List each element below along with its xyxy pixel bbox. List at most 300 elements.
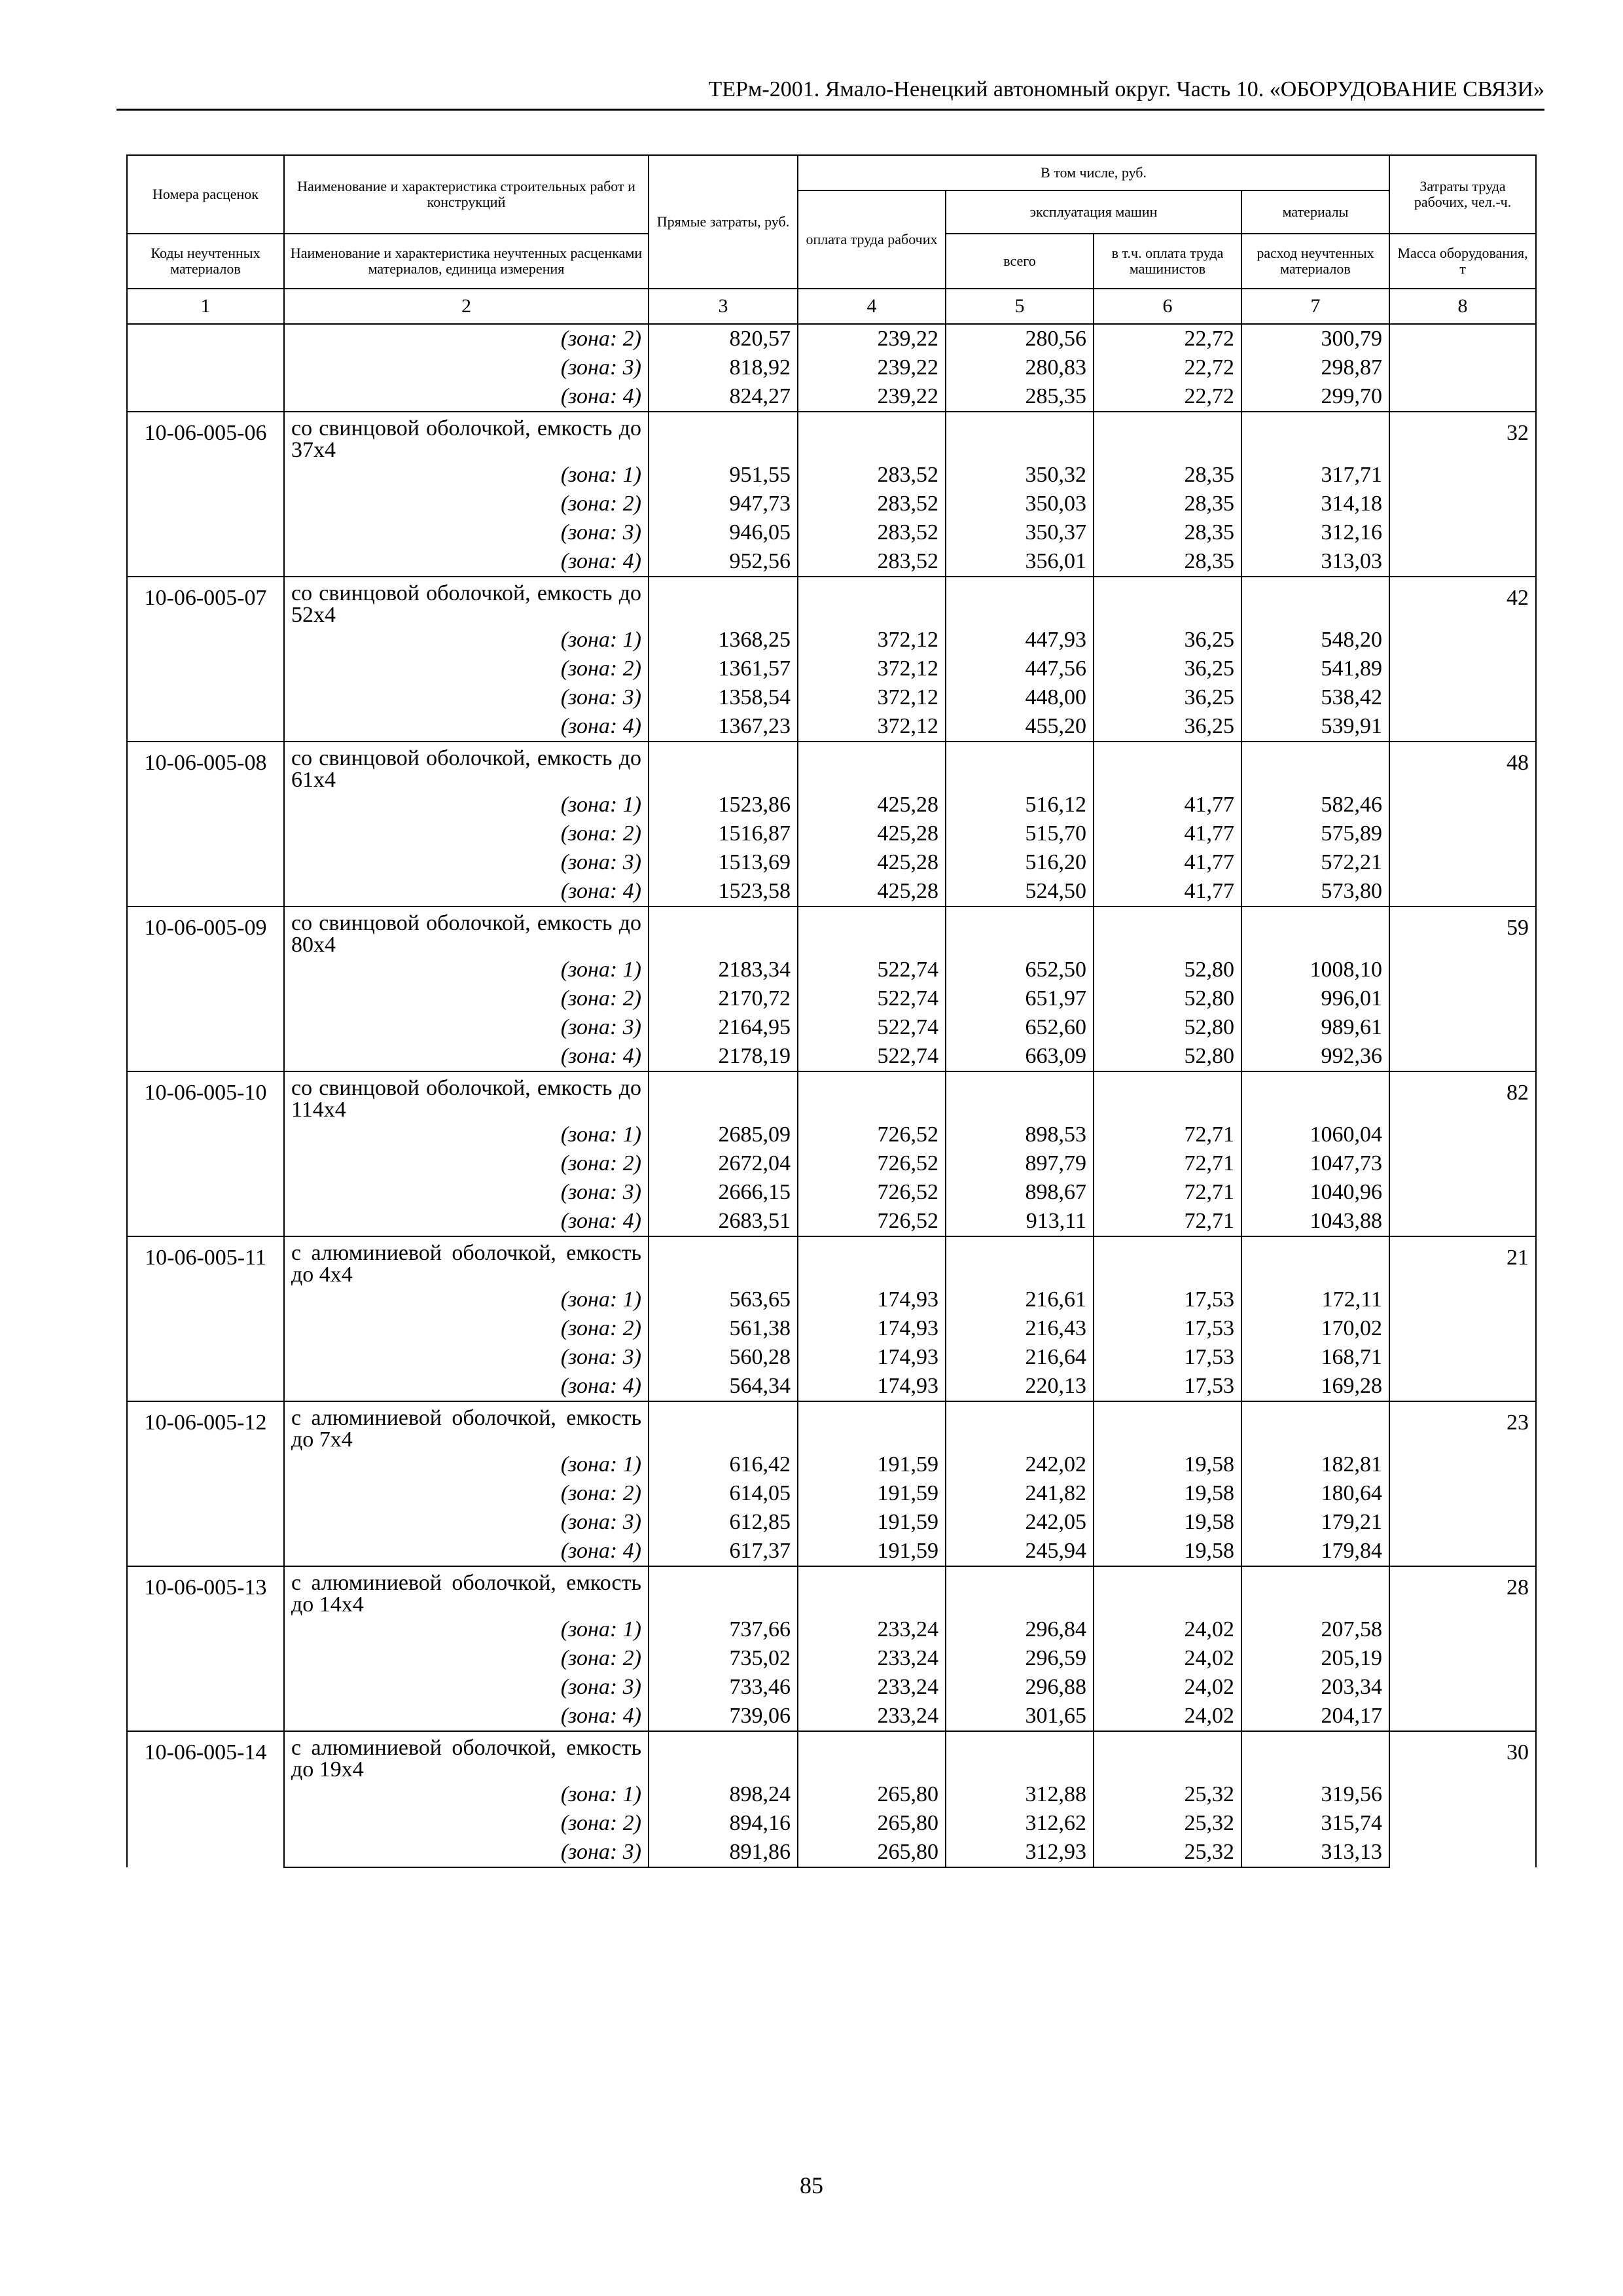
zone-label: (зона: 2): [284, 1149, 649, 1178]
empty-cell: [649, 1731, 798, 1780]
materials-cost: 992,36: [1241, 1042, 1389, 1071]
machinist-pay: 36,25: [1094, 655, 1241, 683]
table-row: [127, 1285, 1536, 1314]
empty-cell: [1094, 412, 1241, 461]
materials-cost: 572,21: [1241, 848, 1389, 877]
table-row: [127, 791, 1536, 819]
table-row: [127, 1450, 1536, 1479]
empty-cell: [1241, 742, 1389, 791]
empty-cell: [1094, 577, 1241, 626]
labor-hours: 48: [1389, 742, 1536, 906]
materials-cost: 207,58: [1241, 1615, 1389, 1644]
table-row: [127, 1508, 1536, 1537]
table-row: [127, 1121, 1536, 1149]
rate-code: 10-06-005-07: [127, 577, 284, 742]
zone-label: (зона: 3): [284, 1508, 649, 1537]
table-row: [127, 518, 1536, 547]
labor-pay: 522,74: [798, 1042, 946, 1071]
materials-cost: 1043,88: [1241, 1207, 1389, 1236]
column-number: 2: [284, 289, 649, 324]
machinist-pay: 28,35: [1094, 547, 1241, 577]
machines-total: 216,61: [946, 1285, 1094, 1314]
direct-cost: 733,46: [649, 1673, 798, 1702]
direct-cost: 2178,19: [649, 1042, 798, 1071]
table-row: [127, 712, 1536, 742]
labor-pay: 174,93: [798, 1343, 946, 1372]
machines-total: 663,09: [946, 1042, 1094, 1071]
materials-cost: 1040,96: [1241, 1178, 1389, 1207]
machines-total: 524,50: [946, 877, 1094, 906]
empty-cell: [946, 742, 1094, 791]
table-row: [127, 1343, 1536, 1372]
machines-total: 651,97: [946, 984, 1094, 1013]
machines-total: 350,37: [946, 518, 1094, 547]
machinist-pay: 22,72: [1094, 353, 1241, 382]
machinist-pay: 72,71: [1094, 1149, 1241, 1178]
machines-total: 280,56: [946, 324, 1094, 353]
direct-cost: 617,37: [649, 1537, 798, 1566]
rate-description: со свинцовой оболочкой, емкость до 114х4: [284, 1071, 649, 1121]
labor-pay: 372,12: [798, 683, 946, 712]
zone-label: (зона: 4): [284, 1537, 649, 1566]
machines-total: 312,93: [946, 1838, 1094, 1867]
direct-cost: 946,05: [649, 518, 798, 547]
table-row: [127, 382, 1536, 412]
machinist-pay: 17,53: [1094, 1314, 1241, 1343]
zone-label: (зона: 2): [284, 490, 649, 518]
machinist-pay: 19,58: [1094, 1537, 1241, 1566]
machines-total: 652,50: [946, 956, 1094, 984]
rate-description: со свинцовой оболочкой, емкость до 80х4: [284, 906, 649, 956]
header-machines-labor: в т.ч. оплата труда машинистов: [1094, 234, 1241, 289]
rate-group-row: [127, 1731, 1536, 1780]
column-number: 8: [1389, 289, 1536, 324]
zone-label: (зона: 3): [284, 518, 649, 547]
empty-cell: [649, 1236, 798, 1285]
empty-cell: [946, 1731, 1094, 1780]
materials-cost: 168,71: [1241, 1343, 1389, 1372]
empty-cell: [798, 1731, 946, 1780]
table-row: [127, 490, 1536, 518]
labor-pay: 239,22: [798, 353, 946, 382]
rate-group-row: [127, 577, 1536, 626]
rates-table: [126, 154, 1537, 1868]
machinist-pay: 25,32: [1094, 1809, 1241, 1838]
labor-cost-cell: [1389, 324, 1536, 412]
direct-cost: 560,28: [649, 1343, 798, 1372]
machines-total: 350,32: [946, 461, 1094, 490]
materials-cost: 996,01: [1241, 984, 1389, 1013]
machines-total: 516,12: [946, 791, 1094, 819]
header-col2-top: Наименование и характеристика строительных работ и конструкций: [284, 155, 649, 234]
empty-cell: [1241, 1731, 1389, 1780]
page-number: 85: [800, 2172, 823, 2198]
direct-cost: 1516,87: [649, 819, 798, 848]
machinist-pay: 41,77: [1094, 791, 1241, 819]
header-col1-top: Номера расценок: [127, 155, 284, 234]
materials-cost: 203,34: [1241, 1673, 1389, 1702]
rate-group-row: [127, 906, 1536, 956]
direct-cost: 2666,15: [649, 1178, 798, 1207]
materials-cost: 548,20: [1241, 626, 1389, 655]
materials-cost: 182,81: [1241, 1450, 1389, 1479]
empty-cell: [946, 906, 1094, 956]
materials-cost: 315,74: [1241, 1809, 1389, 1838]
machines-total: 241,82: [946, 1479, 1094, 1508]
labor-pay: 283,52: [798, 490, 946, 518]
table-row: [127, 683, 1536, 712]
machinist-pay: 22,72: [1094, 324, 1241, 353]
empty-cell: [1241, 1071, 1389, 1121]
direct-cost: 947,73: [649, 490, 798, 518]
table-row: [127, 1479, 1536, 1508]
zone-label: (зона: 4): [284, 1207, 649, 1236]
machines-total: 312,62: [946, 1809, 1094, 1838]
materials-cost: 204,17: [1241, 1702, 1389, 1731]
labor-pay: 265,80: [798, 1838, 946, 1867]
empty-cell: [946, 1071, 1094, 1121]
zone-label: (зона: 1): [284, 1121, 649, 1149]
direct-cost: 1367,23: [649, 712, 798, 742]
direct-cost: 735,02: [649, 1644, 798, 1673]
empty-cell: [798, 1071, 946, 1121]
table-row: [127, 1149, 1536, 1178]
labor-pay: 174,93: [798, 1372, 946, 1401]
zone-label: (зона: 2): [284, 655, 649, 683]
machines-total: 280,83: [946, 353, 1094, 382]
labor-pay: 233,24: [798, 1702, 946, 1731]
table-row: [127, 984, 1536, 1013]
machinist-pay: 17,53: [1094, 1285, 1241, 1314]
labor-hours: 23: [1389, 1401, 1536, 1566]
machinist-pay: 28,35: [1094, 461, 1241, 490]
materials-cost: 205,19: [1241, 1644, 1389, 1673]
labor-hours: 59: [1389, 906, 1536, 1071]
table-row: [127, 1780, 1536, 1809]
zone-label: (зона: 4): [284, 877, 649, 906]
machines-total: 356,01: [946, 547, 1094, 577]
machines-total: 242,05: [946, 1508, 1094, 1537]
rate-description: со свинцовой оболочкой, емкость до 37х4: [284, 412, 649, 461]
rate-group-row: [127, 1236, 1536, 1285]
rate-code: 10-06-005-09: [127, 906, 284, 1071]
header-col1-bottom: Коды неучтенных материалов: [127, 234, 284, 289]
labor-hours: 21: [1389, 1236, 1536, 1401]
direct-cost: 952,56: [649, 547, 798, 577]
table-row: [127, 1809, 1536, 1838]
direct-cost: 1523,86: [649, 791, 798, 819]
machinist-pay: 72,71: [1094, 1178, 1241, 1207]
zone-label: (зона: 2): [284, 984, 649, 1013]
direct-cost: 2164,95: [649, 1013, 798, 1042]
empty-cell: [649, 1071, 798, 1121]
zone-label: (зона: 2): [284, 1644, 649, 1673]
empty-cell: [649, 412, 798, 461]
rate-description: с алюминиевой оболочкой, емкость до 14х4: [284, 1566, 649, 1615]
rate-code: 10-06-005-08: [127, 742, 284, 906]
zone-label: (зона: 4): [284, 1372, 649, 1401]
materials-cost: 170,02: [1241, 1314, 1389, 1343]
zone-label: (зона: 1): [284, 791, 649, 819]
empty-cell: [1094, 1401, 1241, 1450]
empty-cell: [798, 906, 946, 956]
materials-cost: 179,84: [1241, 1537, 1389, 1566]
direct-cost: 737,66: [649, 1615, 798, 1644]
labor-pay: 239,22: [798, 382, 946, 412]
materials-cost: 1060,04: [1241, 1121, 1389, 1149]
materials-cost: 539,91: [1241, 712, 1389, 742]
direct-cost: 2183,34: [649, 956, 798, 984]
labor-pay: 191,59: [798, 1479, 946, 1508]
labor-pay: 283,52: [798, 547, 946, 577]
header-incl: В том числе, руб.: [798, 155, 1389, 190]
zone-label: (зона: 1): [284, 1285, 649, 1314]
column-number: 7: [1241, 289, 1389, 324]
direct-cost: 1523,58: [649, 877, 798, 906]
zone-label: (зона: 1): [284, 956, 649, 984]
table-row: [127, 1042, 1536, 1071]
machines-total: 447,56: [946, 655, 1094, 683]
labor-pay: 726,52: [798, 1121, 946, 1149]
rate-code: 10-06-005-06: [127, 412, 284, 577]
zone-label: (зона: 2): [284, 1479, 649, 1508]
zone-label: (зона: 2): [284, 819, 649, 848]
rate-group-row: [127, 1071, 1536, 1121]
labor-pay: 372,12: [798, 712, 946, 742]
empty-cell: [1241, 412, 1389, 461]
table-row: [127, 547, 1536, 577]
table-row: [127, 1537, 1536, 1566]
table-row: [127, 1615, 1536, 1644]
table-row: [127, 1644, 1536, 1673]
direct-cost: 2170,72: [649, 984, 798, 1013]
empty-cell: [649, 1566, 798, 1615]
machines-total: 296,88: [946, 1673, 1094, 1702]
empty-cell: [649, 1401, 798, 1450]
empty-cell: [798, 1236, 946, 1285]
empty-cell: [1094, 1566, 1241, 1615]
code-cell: [127, 324, 284, 412]
labor-pay: 726,52: [798, 1178, 946, 1207]
machines-total: 350,03: [946, 490, 1094, 518]
zone-label: (зона: 1): [284, 1450, 649, 1479]
empty-cell: [1241, 1236, 1389, 1285]
zone-label: (зона: 1): [284, 1615, 649, 1644]
machines-total: 455,20: [946, 712, 1094, 742]
direct-cost: 1368,25: [649, 626, 798, 655]
materials-cost: 298,87: [1241, 353, 1389, 382]
direct-cost: 818,92: [649, 353, 798, 382]
empty-cell: [946, 1566, 1094, 1615]
header-labor: оплата труда рабочих: [798, 190, 946, 289]
machines-total: 296,59: [946, 1644, 1094, 1673]
table-header: [127, 155, 1536, 324]
materials-cost: 319,56: [1241, 1780, 1389, 1809]
empty-cell: [798, 1566, 946, 1615]
materials-cost: 1008,10: [1241, 956, 1389, 984]
materials-cost: 538,42: [1241, 683, 1389, 712]
machines-total: 301,65: [946, 1702, 1094, 1731]
materials-cost: 169,28: [1241, 1372, 1389, 1401]
labor-pay: 372,12: [798, 655, 946, 683]
empty-cell: [1094, 1071, 1241, 1121]
table-row: [127, 1838, 1536, 1867]
empty-cell: [946, 412, 1094, 461]
empty-cell: [798, 1401, 946, 1450]
zone-label: (зона: 2): [284, 324, 649, 353]
direct-cost: 951,55: [649, 461, 798, 490]
table-row: [127, 819, 1536, 848]
header-machines: эксплуатация машин: [946, 190, 1241, 234]
materials-cost: 314,18: [1241, 490, 1389, 518]
table-row: [127, 353, 1536, 382]
labor-hours: 42: [1389, 577, 1536, 742]
rate-group-row: [127, 742, 1536, 791]
direct-cost: 739,06: [649, 1702, 798, 1731]
labor-pay: 265,80: [798, 1780, 946, 1809]
labor-pay: 522,74: [798, 984, 946, 1013]
zone-label: (зона: 2): [284, 1314, 649, 1343]
machinist-pay: 19,58: [1094, 1508, 1241, 1537]
machines-total: 220,13: [946, 1372, 1094, 1401]
empty-cell: [798, 742, 946, 791]
machinist-pay: 36,25: [1094, 683, 1241, 712]
machines-total: 285,35: [946, 382, 1094, 412]
table-row: [127, 1013, 1536, 1042]
zone-label: (зона: 1): [284, 461, 649, 490]
machinist-pay: 41,77: [1094, 819, 1241, 848]
machinist-pay: 24,02: [1094, 1644, 1241, 1673]
table-row: [127, 848, 1536, 877]
labor-pay: 283,52: [798, 461, 946, 490]
rate-code: 10-06-005-11: [127, 1236, 284, 1401]
materials-cost: 299,70: [1241, 382, 1389, 412]
machinist-pay: 17,53: [1094, 1343, 1241, 1372]
rate-code: 10-06-005-14: [127, 1731, 284, 1867]
machinist-pay: 25,32: [1094, 1838, 1241, 1867]
labor-hours: 28: [1389, 1566, 1536, 1731]
table-row: [127, 1314, 1536, 1343]
table-row: [127, 877, 1536, 906]
header-col3: Прямые затраты, руб.: [649, 155, 798, 289]
direct-cost: 564,34: [649, 1372, 798, 1401]
header-materials-sub: расход неучтенных материалов: [1241, 234, 1389, 289]
zone-label: (зона: 3): [284, 848, 649, 877]
direct-cost: 2683,51: [649, 1207, 798, 1236]
materials-cost: 313,03: [1241, 547, 1389, 577]
zone-label: (зона: 1): [284, 1780, 649, 1809]
direct-cost: 616,42: [649, 1450, 798, 1479]
empty-cell: [1241, 577, 1389, 626]
machinist-pay: 24,02: [1094, 1615, 1241, 1644]
zone-label: (зона: 4): [284, 712, 649, 742]
machines-total: 516,20: [946, 848, 1094, 877]
machinist-pay: 24,02: [1094, 1702, 1241, 1731]
materials-cost: 1047,73: [1241, 1149, 1389, 1178]
materials-cost: 300,79: [1241, 324, 1389, 353]
table-row: [127, 1372, 1536, 1401]
header-col8-top: Затраты труда рабочих, чел.-ч.: [1389, 155, 1536, 234]
machines-total: 245,94: [946, 1537, 1094, 1566]
table-row: [127, 1673, 1536, 1702]
table-body: [127, 324, 1536, 1867]
empty-cell: [1094, 906, 1241, 956]
rate-description: с алюминиевой оболочкой, емкость до 19х4: [284, 1731, 649, 1780]
machinist-pay: 22,72: [1094, 382, 1241, 412]
empty-cell: [649, 742, 798, 791]
machines-total: 898,67: [946, 1178, 1094, 1207]
column-number: 4: [798, 289, 946, 324]
machines-total: 447,93: [946, 626, 1094, 655]
zone-label: (зона: 3): [284, 683, 649, 712]
zone-label: (зона: 3): [284, 1673, 649, 1702]
empty-cell: [946, 1236, 1094, 1285]
machines-total: 898,53: [946, 1121, 1094, 1149]
machines-total: 652,60: [946, 1013, 1094, 1042]
header-machines-total: всего: [946, 234, 1094, 289]
labor-pay: 233,24: [798, 1644, 946, 1673]
labor-pay: 425,28: [798, 877, 946, 906]
materials-cost: 312,16: [1241, 518, 1389, 547]
labor-pay: 239,22: [798, 324, 946, 353]
header-col2-bottom: Наименование и характеристика неучтенных расценками материалов, единица измерения: [284, 234, 649, 289]
zone-label: (зона: 1): [284, 626, 649, 655]
zone-label: (зона: 3): [284, 353, 649, 382]
machines-total: 515,70: [946, 819, 1094, 848]
empty-cell: [1241, 1401, 1389, 1450]
machines-total: 242,02: [946, 1450, 1094, 1479]
machinist-pay: 52,80: [1094, 984, 1241, 1013]
materials-cost: 573,80: [1241, 877, 1389, 906]
empty-cell: [798, 412, 946, 461]
header-col8-bottom: Масса оборудования, т: [1389, 234, 1536, 289]
page-header-title: ТЕРм-2001. Ямало-Ненецкий автономный округ. Часть 10. «ОБОРУДОВАНИЕ СВЯЗИ»: [708, 77, 1544, 101]
empty-cell: [946, 577, 1094, 626]
direct-cost: 898,24: [649, 1780, 798, 1809]
rate-group-row: [127, 1566, 1536, 1615]
column-number: 3: [649, 289, 798, 324]
machinist-pay: 72,71: [1094, 1121, 1241, 1149]
materials-cost: 575,89: [1241, 819, 1389, 848]
materials-cost: 582,46: [1241, 791, 1389, 819]
machinist-pay: 36,25: [1094, 626, 1241, 655]
direct-cost: 891,86: [649, 1838, 798, 1867]
labor-hours: 32: [1389, 412, 1536, 577]
zone-label: (зона: 3): [284, 1838, 649, 1867]
rate-group-row: [127, 1401, 1536, 1450]
direct-cost: 820,57: [649, 324, 798, 353]
machinist-pay: 17,53: [1094, 1372, 1241, 1401]
zone-label: (зона: 2): [284, 1809, 649, 1838]
machinist-pay: 19,58: [1094, 1479, 1241, 1508]
rate-group-row: [127, 412, 1536, 461]
machinist-pay: 24,02: [1094, 1673, 1241, 1702]
labor-pay: 174,93: [798, 1285, 946, 1314]
labor-pay: 191,59: [798, 1450, 946, 1479]
table-row: [127, 1702, 1536, 1731]
machinist-pay: 28,35: [1094, 518, 1241, 547]
labor-pay: 265,80: [798, 1809, 946, 1838]
machinist-pay: 19,58: [1094, 1450, 1241, 1479]
direct-cost: 1358,54: [649, 683, 798, 712]
materials-cost: 172,11: [1241, 1285, 1389, 1314]
labor-pay: 726,52: [798, 1149, 946, 1178]
machinist-pay: 41,77: [1094, 848, 1241, 877]
machines-total: 913,11: [946, 1207, 1094, 1236]
labor-pay: 522,74: [798, 1013, 946, 1042]
zone-label: (зона: 3): [284, 1178, 649, 1207]
table-row: [127, 461, 1536, 490]
